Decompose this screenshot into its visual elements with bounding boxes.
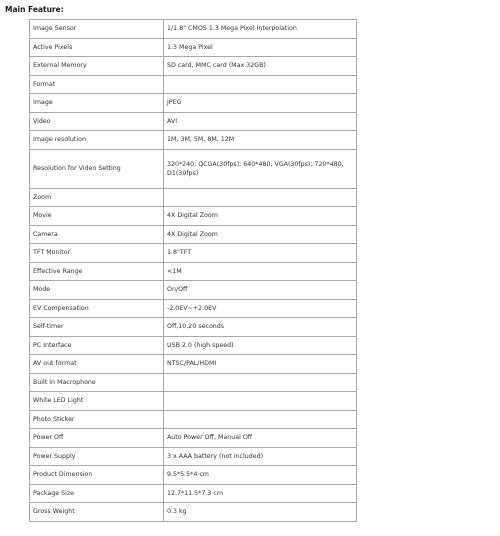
spec-label: Effective Range [30, 262, 164, 281]
spec-value: Off,10,20 seconds [164, 318, 357, 337]
spec-value: 0.3 kg [164, 503, 357, 522]
spec-value: 320*240, QCGA(30fps); 640*480, VGA(30fps); 720*480, D1(30fps) [164, 149, 357, 188]
spec-value [164, 410, 357, 429]
table-row [30, 20, 357, 39]
spec-label: Resolution for Video Setting [30, 149, 164, 188]
spec-label: Power Supply [30, 447, 164, 466]
table-row [30, 281, 357, 300]
spec-value [164, 392, 357, 411]
table-row [30, 318, 357, 337]
spec-value: Auto Power Off, Manual Off [164, 429, 357, 448]
spec-value: <1M [164, 262, 357, 281]
spec-label: Movie [30, 207, 164, 226]
spec-label: White LED Light [30, 392, 164, 411]
table-row [30, 225, 357, 244]
spec-value [164, 75, 357, 94]
table-row [30, 299, 357, 318]
spec-label: Built in Macrophone [30, 373, 164, 392]
spec-table [29, 19, 357, 522]
spec-value [164, 373, 357, 392]
spec-label: EV Compensation [30, 299, 164, 318]
spec-label: TFT Monitor [30, 244, 164, 263]
table-row [30, 244, 357, 263]
spec-label: Power Off [30, 429, 164, 448]
spec-value: -2.0EV~+2.0EV [164, 299, 357, 318]
table-row [30, 336, 357, 355]
spec-label: Active Pixels [30, 38, 164, 57]
spec-label: Product Dimension [30, 466, 164, 485]
spec-label: External Memory [30, 57, 164, 76]
section-heading: Main Feature: [5, 5, 64, 14]
table-row [30, 466, 357, 485]
spec-value: 1.3 Mega Pixel [164, 38, 357, 57]
spec-value: AVI [164, 112, 357, 131]
table-row [30, 38, 357, 57]
spec-value: 1.8"TFT [164, 244, 357, 263]
table-row [30, 131, 357, 150]
spec-value: USB 2.0 (high speed) [164, 336, 357, 355]
spec-label: Camera [30, 225, 164, 244]
table-row [30, 262, 357, 281]
spec-label: PC Interface [30, 336, 164, 355]
table-row [30, 355, 357, 374]
spec-label: Photo Sticker [30, 410, 164, 429]
table-row [30, 112, 357, 131]
spec-value: 1M, 3M, 5M, 8M, 12M [164, 131, 357, 150]
spec-value: 4X Digital Zoom [164, 207, 357, 226]
table-row [30, 410, 357, 429]
spec-label: Self-timer [30, 318, 164, 337]
spec-label: Image [30, 94, 164, 113]
spec-value: On/Off [164, 281, 357, 300]
table-row [30, 94, 357, 113]
table-row [30, 447, 357, 466]
spec-value: 12.7*11.5*7.3 cm [164, 484, 357, 503]
table-row [30, 373, 357, 392]
table-row [30, 207, 357, 226]
table-row [30, 57, 357, 76]
spec-value [164, 188, 357, 207]
spec-label: Image Sensor [30, 20, 164, 39]
spec-label: Package Size [30, 484, 164, 503]
spec-label: Format [30, 75, 164, 94]
table-row [30, 188, 357, 207]
table-row [30, 392, 357, 411]
spec-value: 9.5*5.5*4 cm [164, 466, 357, 485]
spec-label: Gross Weight [30, 503, 164, 522]
spec-value: NTSC/PAL/HDMI [164, 355, 357, 374]
table-row [30, 75, 357, 94]
spec-value: 4X Digital Zoom [164, 225, 357, 244]
spec-label: Image resolution [30, 131, 164, 150]
table-row [30, 484, 357, 503]
table-row [30, 503, 357, 522]
table-row [30, 149, 357, 188]
spec-value: 1/1.8" CMOS 1.3 Mega Pixel Interpolation [164, 20, 357, 39]
spec-label: AV out format [30, 355, 164, 374]
spec-label: Mode [30, 281, 164, 300]
spec-value: JPEG [164, 94, 357, 113]
spec-value: 3 x AAA battery (not included) [164, 447, 357, 466]
spec-label: Zoom [30, 188, 164, 207]
table-row [30, 429, 357, 448]
spec-label: Video [30, 112, 164, 131]
spec-value: SD card, MMC card (Max 32GB) [164, 57, 357, 76]
